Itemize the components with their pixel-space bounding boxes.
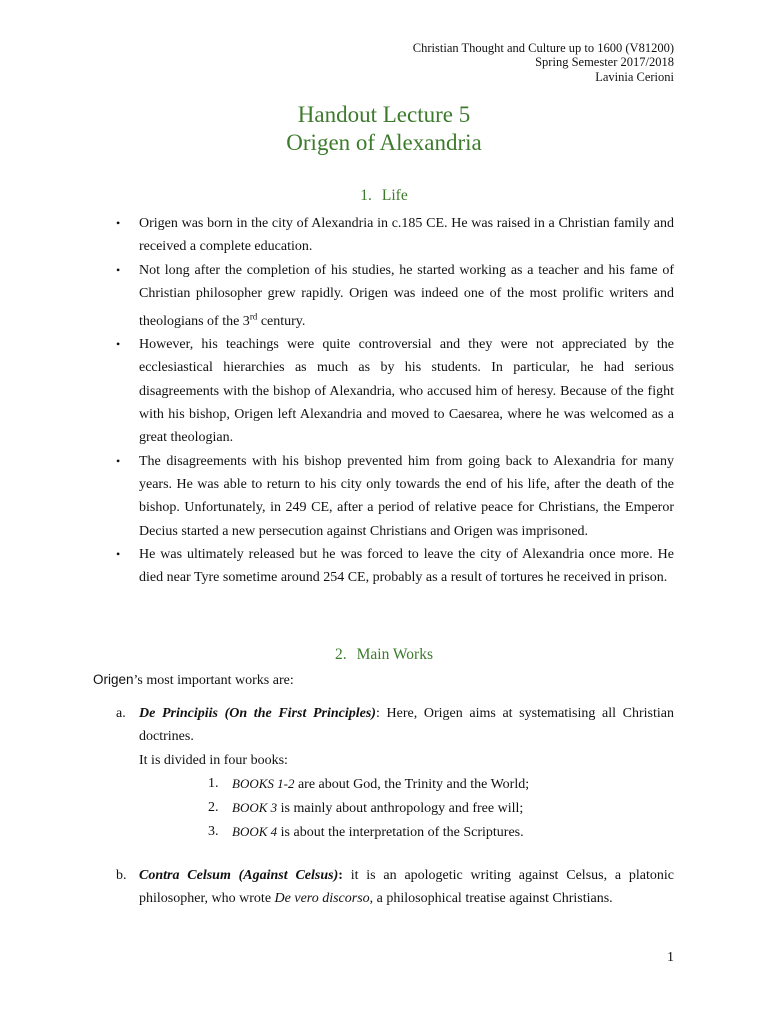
work-title-colon: : <box>338 868 343 883</box>
document-title <box>0 101 768 157</box>
list-item <box>0 820 768 844</box>
list-item <box>0 450 768 543</box>
list-item <box>0 212 768 259</box>
list-item <box>0 333 768 449</box>
list-item <box>0 796 768 820</box>
books-intro: It is divided in four books: <box>139 752 288 768</box>
page-number: 1 <box>667 950 674 965</box>
work-title: Contra Celsum (Against Celsus) <box>139 868 339 883</box>
bullet-text: He was ultimately released but he was forced to leave the city of Alexandria once more. He died near Tyre sometime around 254 CE, probably as a result of tortures he received in prison. <box>139 546 674 586</box>
work-title: De Principiis (On the First Principles) <box>139 706 376 721</box>
list-marker: a. <box>116 706 126 721</box>
list-item <box>0 543 768 590</box>
bullet-icon: • <box>116 337 121 352</box>
work-description-end: , a philosophical treatise against Christians. <box>369 891 613 907</box>
section-heading-life <box>0 187 768 205</box>
life-bullet-list <box>0 212 768 589</box>
title-line-2: Origen of Alexandria <box>286 130 482 155</box>
superscript-ordinal: rd <box>249 311 258 322</box>
bullet-icon: • <box>116 216 121 230</box>
course-title: Christian Thought and Culture up to 1600 (V81200) <box>412 41 674 55</box>
book-number: 1. <box>208 775 219 791</box>
book-number: 3. <box>208 824 219 840</box>
book-text: is mainly about anthropology and free will; <box>277 801 524 817</box>
work-item-de-principiis <box>0 702 768 845</box>
bullet-text <box>139 263 674 329</box>
section-number: 1. <box>360 187 372 204</box>
referenced-work: De vero discorso <box>274 891 370 907</box>
bullet-text-part: Not long after the completion of his studies, he started working as a teacher and his fame of Christian philosopher grew rapidly. Origen was indeed one of the most prolific writers and theologians of the 3 <box>139 262 674 329</box>
intro-text: ’s most important works are: <box>133 673 294 688</box>
book-text: is about the interpretation of the Scriptures. <box>277 825 524 841</box>
book-ref: BOOK 3 <box>232 800 278 816</box>
bullet-text: However, his teachings were quite controversial and they were not appreciated by the ecclesiastical hierarchies as much as by his students. In particular, he had serious disagreements with the bishop of Alexandria, who accused him of heresy. Because of the fight with his bishop, Origen left Alexandria and moved to Caesarea, where he was welcomed as a great theologian. <box>139 337 674 446</box>
author-name: Lavinia Cerioni <box>595 69 674 84</box>
book-number: 2. <box>208 800 219 816</box>
section-number: 2. <box>334 646 347 663</box>
book-ref: BOOK 4 <box>232 824 278 840</box>
bullet-text-part: century. <box>257 313 306 329</box>
work-description: : Here, Origen aims at systematising all Christian doctrines. <box>139 706 674 745</box>
bullet-icon: • <box>116 453 121 468</box>
bullet-text: The disagreements with his bishop prevented him from going back to Alexandria for many years. He was able to return to his city only towards the end of his life, after the death of the bishop. Unfortunately, in 249 CE, after a period of relative peace for Christians, the Emperor Decius started a new persecution against Christians and Origen was imprisoned. <box>139 453 674 539</box>
section-title: Main Works <box>356 646 434 663</box>
list-item <box>0 772 768 796</box>
list-item <box>0 259 768 334</box>
list-marker: b. <box>116 868 127 883</box>
book-ref: BOOKS 1-2 <box>232 775 295 791</box>
semester: Spring Semester 2017/2018 <box>535 55 674 70</box>
section-heading-main-works <box>0 646 768 664</box>
book-text: are about God, the Trinity and the World; <box>294 776 530 792</box>
work-description: it is an apologetic writing against Celsus, a platonic philosopher, who wrote <box>139 868 674 907</box>
bullet-icon: • <box>116 546 121 561</box>
work-item-contra-celsum <box>0 864 768 911</box>
page-header <box>413 41 674 84</box>
intro-name: Origen <box>93 672 134 687</box>
title-line-1: Handout Lecture 5 <box>297 102 471 127</box>
works-intro <box>93 672 294 689</box>
section-title: Life <box>381 187 408 204</box>
book-list <box>0 772 768 845</box>
bullet-text: Origen was born in the city of Alexandria in c.185 CE. He was raised in a Christian family and received a complete education. <box>139 216 674 255</box>
bullet-icon: • <box>116 262 121 277</box>
